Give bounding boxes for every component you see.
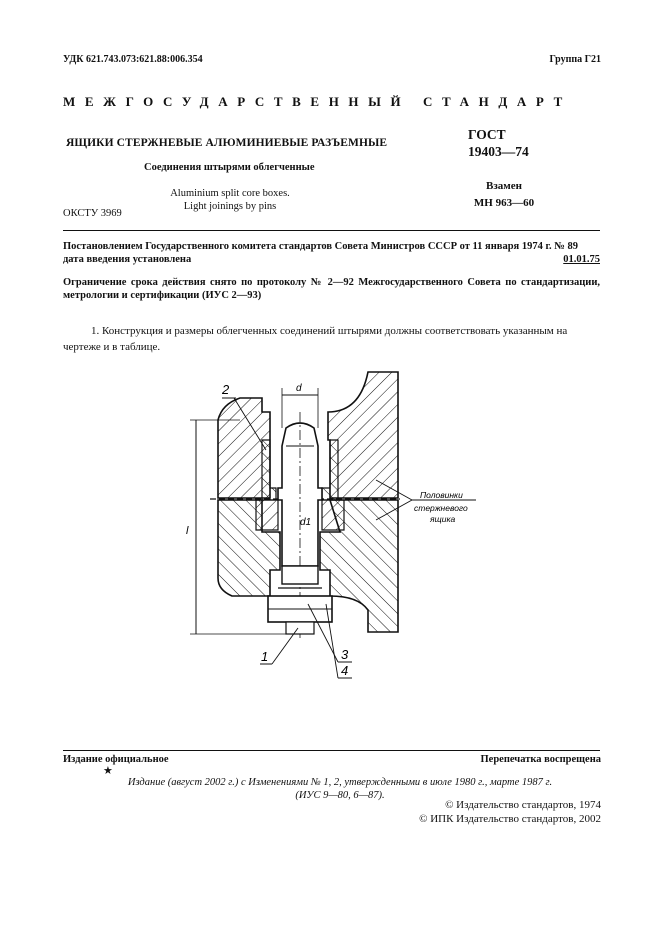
group-code: Группа Г21: [549, 54, 601, 65]
udk-code: УДК 621.743.073:621.88:006.354: [63, 54, 203, 65]
paragraph-1: 1. Конструкция и размеры облегченных соединений штырями должны соответствовать указанным на чертеже и в таблице.: [63, 325, 568, 353]
gost-number: 19403—74: [468, 144, 529, 159]
callout-4: 4: [341, 663, 349, 678]
english-title-line2: Light joinings by pins: [183, 201, 277, 212]
edition-line1: Издание (август 2002 г.) с Изменениями № 1, 2, утвержденными в июле 1980 г., марте 1987 г.: [127, 777, 553, 788]
copyright-2002: © ИПК Издательство стандартов, 2002: [419, 813, 601, 825]
dim-d1-label: d1: [300, 517, 312, 528]
edition-line2: (ИУС 9—80, 6—87).: [295, 790, 385, 801]
halves-label-line1: Половинки: [420, 490, 463, 500]
reprint-notice: Перепечатка воспрещена: [480, 754, 601, 765]
footer-divider: [63, 750, 600, 751]
dim-l-label: l: [186, 525, 189, 537]
callout-1: 1: [261, 649, 269, 664]
dim-d-label: d: [296, 383, 302, 394]
effective-date: 01.01.75: [563, 254, 600, 265]
page-title: ЯЩИКИ СТЕРЖНЕВЫЕ АЛЮМИНИЕВЫЕ РАЗЪЕМНЫЕ: [66, 137, 388, 149]
pin-thread: [282, 566, 318, 584]
official-edition-label: Издание официальное: [63, 754, 169, 765]
leader-1: [272, 628, 298, 664]
callout-2: 2: [222, 382, 230, 397]
decree-line1: Постановлением Государственного комитета стандартов Совета Министров СССР от 11 января 1974 г. № 89: [63, 241, 578, 252]
star-icon: ★: [103, 765, 113, 777]
decree-line2: дата введения установлена: [63, 254, 192, 265]
halves-label-line2: стержневого: [414, 503, 468, 513]
copyright-block: [419, 798, 601, 826]
limitation-note: Ограничение срока действия снято по протоколу № 2—92 Межгосударственного Совета по стандартизации, метрологии и сертификации (ИУС 2—93): [63, 277, 600, 301]
halves-label-line3: ящика: [430, 514, 456, 524]
replaces-label: Взамен: [486, 180, 522, 192]
replaces-number: МН 963—60: [473, 197, 535, 209]
copyright-1974: © Издательство стандартов, 1974: [445, 799, 601, 811]
okstu-code: ОКСТУ 3969: [63, 208, 122, 219]
callout-3: 3: [341, 647, 349, 662]
english-title-line1: Aluminium split core boxes.: [170, 188, 290, 199]
page-subtitle: Соединения штырями облегченные: [144, 162, 315, 173]
standard-type-heading: МЕЖГОСУДАРСТВЕННЫЙ СТАНДАРТ: [63, 94, 572, 109]
gost-label: ГОСТ: [468, 127, 506, 142]
pin-end: [286, 622, 314, 634]
